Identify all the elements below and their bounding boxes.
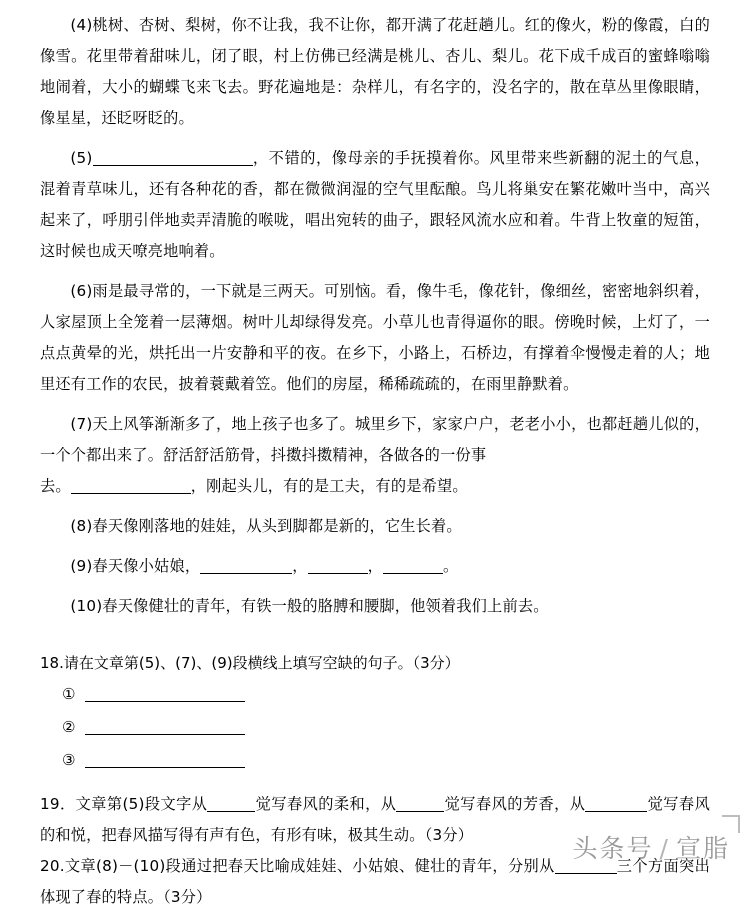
q19-blank-3[interactable] — [585, 811, 647, 812]
answer-marker-2: ② — [62, 718, 76, 736]
paragraph-7-tail-post: ，刚起头儿，有的是工夫，有的是希望。 — [190, 477, 468, 495]
paragraph-10: (10)春天像健壮的青年，有铁一般的胳膊和腰脚，他领着我们上前去。 — [70, 597, 549, 615]
paragraph-7: (7)天上风筝渐渐多了，地上孩子也多了。城里乡下，家家户户，老老小小，也都赶趟儿似的，一个个都出来了。舒活舒活筋骨，抖擞抖擞精神，各做各的一份事 — [40, 415, 710, 464]
answer-marker-3: ③ — [62, 751, 76, 769]
paragraph-9-pre: (9)春天像小姑娘， — [70, 557, 201, 575]
paragraph-6: (6)雨是最寻常的，一下就是三两天。可别恼。看，像牛毛，像花针，像细丝，密密地斜织着，人家屋顶上全笼着一层薄烟。树叶儿却绿得发亮。小草儿也青得逼你的眼。傍晚时候，上灯了，一点点黄晕的光，烘托出一片安静和平的夜。在乡下，小路上，石桥边，有撑着伞慢慢走着的人；地里还有工作的农民，披着蓑戴着笠。他们的房屋，稀稀疏疏的，在雨里静默着。 — [40, 282, 710, 393]
fill-blank-p9-2[interactable] — [308, 573, 368, 574]
question-18-answer-3 — [62, 744, 710, 777]
watermark-separator: / — [659, 834, 670, 863]
answer-blank-2[interactable] — [85, 734, 245, 735]
question-19-pre: 19．文章第(5)段文字从 — [40, 795, 208, 813]
answer-marker-1: ① — [62, 685, 76, 703]
paragraph-8: (8)春天像刚落地的娃娃，从头到脚都是新的，它生长着。 — [70, 517, 462, 535]
fill-blank-p5[interactable] — [93, 165, 253, 166]
section-spacer — [40, 622, 710, 648]
question-18-answer-2 — [62, 711, 710, 744]
paragraph-7-tail — [40, 471, 710, 502]
paragraph-7-tail-pre: 去。 — [40, 477, 71, 495]
question-19-mid2: 觉写春风的芳香，从 — [444, 795, 586, 813]
fill-blank-p9-1[interactable] — [200, 573, 292, 574]
question-18-answer-1 — [62, 678, 710, 711]
paragraph-5 — [40, 143, 710, 267]
answer-blank-3[interactable] — [85, 767, 245, 768]
answer-blank-1[interactable] — [85, 701, 245, 702]
fill-blank-p7[interactable] — [71, 493, 191, 494]
question-20-pre: 20.文章(8)－(10)段通过把春天比喻成娃娃、小姑娘、健壮的青年，分别从 — [40, 857, 555, 875]
question-18 — [40, 648, 710, 777]
p9-comma-1: ， — [292, 557, 308, 575]
question-spacer — [40, 777, 710, 789]
question-18-text: 18.请在文章第(5)、(7)、(9)段横线上填写空缺的句子。（3分） — [40, 654, 460, 672]
q20-blank-1[interactable] — [555, 873, 617, 874]
question-19-post: 觉写春风的和悦，把春风描写得有声有色，有形有味，极其生动。（3分） — [40, 795, 710, 844]
question-20-post: 三个方面突出体现了春的特点。（3分） — [40, 857, 710, 906]
paragraph-4: (4)桃树、杏树、梨树，你不让我，我不让你，都开满了花赶趟儿。红的像火，粉的像霞，白的像雪。花里带着甜味儿，闭了眼，村上仿佛已经满是桃儿、杏儿、梨儿。花下成千成百的蜜蜂嗡嗡地闹着，大小的蝴蝶飞来飞去。野花遍地是：杂样儿，有名字的，没名字的，散在草丛里像眼睛，像星星，还眨呀眨的。 — [40, 16, 710, 127]
q19-blank-1[interactable] — [207, 811, 255, 812]
paragraph-5-marker: (5) — [70, 149, 93, 167]
p9-comma-2: ， — [367, 557, 383, 575]
paragraph-5-text: ，不错的，像母亲的手抚摸着你。风里带来些新翻的泥土的气息，混着青草味儿，还有各种花的香，都在微微润湿的空气里酝酿。鸟儿将巢安在繁花嫩叶当中，高兴起来了，呼朋引伴地卖弄清脆的喉咙，唱出宛转的曲子，跟轻风流水应和着。牛背上牧童的短笛，这时候也成天嘹亮地响着。 — [40, 149, 710, 260]
watermark-right: 宣脂 — [675, 834, 730, 863]
question-19-mid1: 觉写春风的柔和，从 — [255, 795, 397, 813]
paragraph-9-post: 。 — [443, 557, 459, 575]
paragraph-9 — [40, 551, 710, 582]
watermark — [573, 829, 730, 865]
watermark-left: 头条号 — [572, 834, 654, 863]
q19-blank-2[interactable] — [396, 811, 444, 812]
fill-blank-p9-3[interactable] — [383, 573, 443, 574]
